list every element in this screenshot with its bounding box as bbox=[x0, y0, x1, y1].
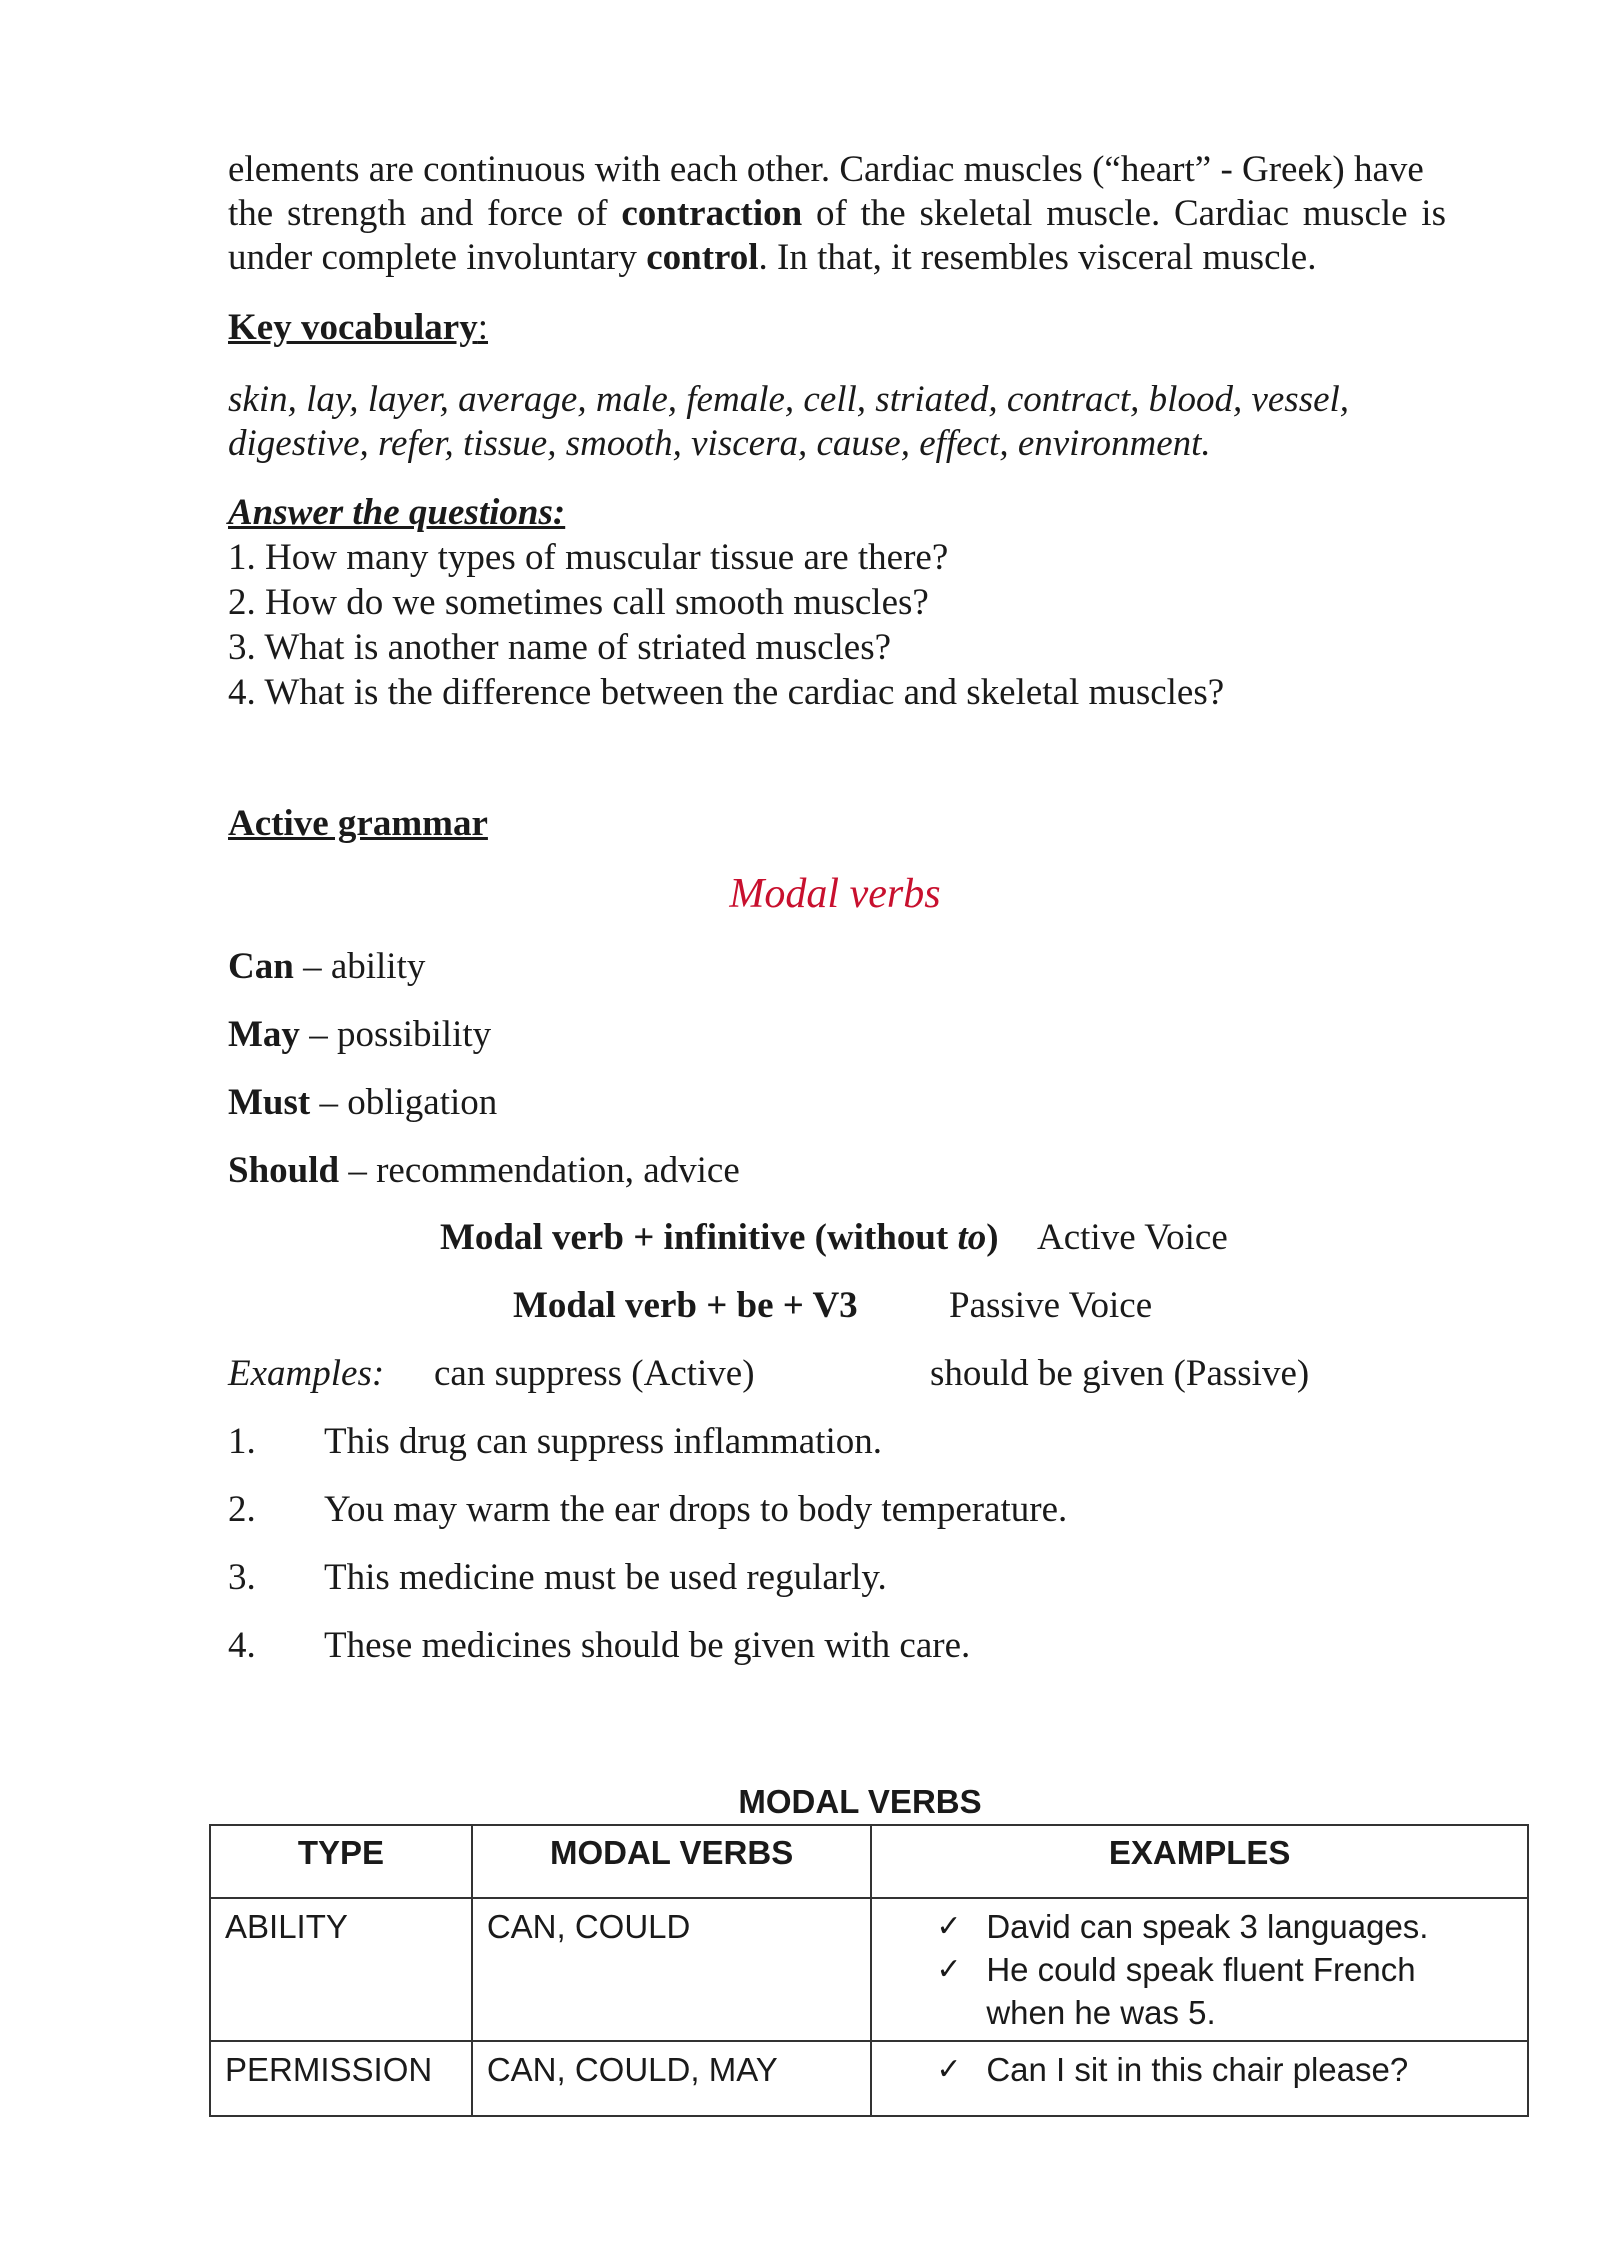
cell-verbs: CAN, COULD bbox=[472, 1898, 871, 2041]
cell-type: PERMISSION bbox=[210, 2041, 472, 2116]
example-active: can suppress (Active) bbox=[434, 1353, 755, 1394]
modal-may bbox=[228, 1013, 491, 1057]
modal-meaning: – possibility bbox=[299, 1014, 492, 1055]
vocab-heading: Key vocabulary bbox=[228, 307, 478, 348]
formula-active-part-b: ) bbox=[986, 1217, 999, 1258]
vocab-heading-colon: : bbox=[477, 307, 489, 348]
grammar-heading-row bbox=[228, 802, 488, 846]
formula-passive-label: Passive Voice bbox=[949, 1285, 1153, 1326]
example-text: Can I sit in this chair please? bbox=[986, 2051, 1409, 2088]
intro-bold-contraction: contraction bbox=[621, 193, 803, 234]
cell-examples bbox=[871, 2041, 1528, 2116]
examples-list bbox=[886, 1905, 1513, 2034]
sentence-1-text: This drug can suppress inflammation. bbox=[324, 1421, 882, 1462]
example-text: He could speak fluent French when he was 5. bbox=[986, 1951, 1416, 2031]
sentence-1-number: 1. bbox=[228, 1421, 256, 1462]
question-4: 4. What is the difference between the cardiac and skeletal muscles? bbox=[228, 672, 1225, 713]
intro-line-3-pre: under complete involuntary bbox=[228, 237, 647, 278]
table-header-row bbox=[210, 1825, 1528, 1898]
table-row bbox=[210, 2041, 1528, 2116]
question-2: 2. How do we sometimes call smooth muscles? bbox=[228, 582, 929, 623]
examples-label: Examples: bbox=[228, 1353, 385, 1394]
intro-line-2 bbox=[228, 192, 1446, 236]
check-icon: ✓ bbox=[936, 1910, 962, 1943]
formula-passive bbox=[513, 1284, 858, 1328]
table-row bbox=[210, 1898, 1528, 2041]
modal-word: Should bbox=[228, 1150, 340, 1191]
modal-must bbox=[228, 1081, 497, 1125]
header-modal-verbs: MODAL VERBS bbox=[472, 1825, 871, 1898]
formula-active-label: Active Voice bbox=[1037, 1217, 1228, 1258]
sentence-4-text: These medicines should be given with care. bbox=[324, 1625, 971, 1666]
sentence-2-number: 2. bbox=[228, 1489, 256, 1530]
cell-verbs: CAN, COULD, MAY bbox=[472, 2041, 871, 2116]
modal-verbs-table bbox=[209, 1824, 1529, 2117]
question-3: 3. What is another name of striated muscles? bbox=[228, 627, 892, 668]
modal-should bbox=[228, 1149, 740, 1193]
list-item bbox=[936, 2048, 1513, 2091]
grammar-heading: Active grammar bbox=[228, 803, 488, 844]
example-text: David can speak 3 languages. bbox=[986, 1908, 1429, 1945]
formula-active-part-a: Modal verb + infinitive (without bbox=[440, 1217, 958, 1258]
intro-line-2-pre: the strength and force of bbox=[228, 193, 622, 234]
cell-examples bbox=[871, 1898, 1528, 2041]
modal-meaning: – ability bbox=[293, 946, 426, 987]
modal-meaning: – recommendation, advice bbox=[339, 1150, 740, 1191]
formula-active bbox=[440, 1216, 999, 1260]
list-item bbox=[936, 1948, 1513, 2034]
example-passive: should be given (Passive) bbox=[930, 1353, 1310, 1394]
vocab-line-1: skin, lay, layer, average, male, female, cell, striated, contract, blood, vessel, bbox=[228, 379, 1350, 420]
check-icon: ✓ bbox=[936, 2053, 962, 2086]
questions-heading: Answer the questions: bbox=[228, 492, 566, 533]
vocab-heading-row bbox=[228, 306, 488, 350]
vocab-line-2: digestive, refer, tissue, smooth, viscera, cause, effect, environment. bbox=[228, 423, 1211, 464]
cell-type: ABILITY bbox=[210, 1898, 472, 2041]
header-examples: EXAMPLES bbox=[871, 1825, 1528, 1898]
examples-list bbox=[886, 2048, 1513, 2091]
intro-line-1 bbox=[228, 148, 1424, 192]
sentence-3-number: 3. bbox=[228, 1557, 256, 1598]
sentence-3-text: This medicine must be used regularly. bbox=[324, 1557, 887, 1598]
intro-line-3 bbox=[228, 236, 1316, 280]
modal-word: May bbox=[228, 1014, 300, 1055]
formula-passive-text: Modal verb + be + V3 bbox=[513, 1285, 858, 1326]
intro-line-3-post: . In that, it resembles visceral muscle. bbox=[758, 237, 1317, 278]
questions-heading-row bbox=[228, 491, 565, 535]
list-item bbox=[936, 1905, 1513, 1948]
modal-meaning: – obligation bbox=[310, 1082, 498, 1123]
modal-word: Can bbox=[228, 946, 294, 987]
formula-active-to: to bbox=[957, 1217, 987, 1258]
question-1: 1. How many types of muscular tissue are there? bbox=[228, 537, 949, 578]
sentence-4-number: 4. bbox=[228, 1625, 256, 1666]
header-type: TYPE bbox=[210, 1825, 472, 1898]
modal-can bbox=[228, 945, 425, 989]
modal-word: Must bbox=[228, 1082, 311, 1123]
intro-bold-control: control bbox=[646, 237, 759, 278]
modal-verbs-title: Modal verbs bbox=[729, 871, 941, 917]
intro-line-2-post: of the skeletal muscle. Cardiac muscle is bbox=[802, 193, 1446, 234]
check-icon: ✓ bbox=[936, 1953, 962, 1986]
intro-line-1-text: elements are continuous with each other. Cardiac muscles (“heart” - Greek) have bbox=[228, 149, 1424, 190]
sentence-2-text: You may warm the ear drops to body temperature. bbox=[324, 1489, 1068, 1530]
table-caption: MODAL VERBS bbox=[738, 1783, 982, 1820]
